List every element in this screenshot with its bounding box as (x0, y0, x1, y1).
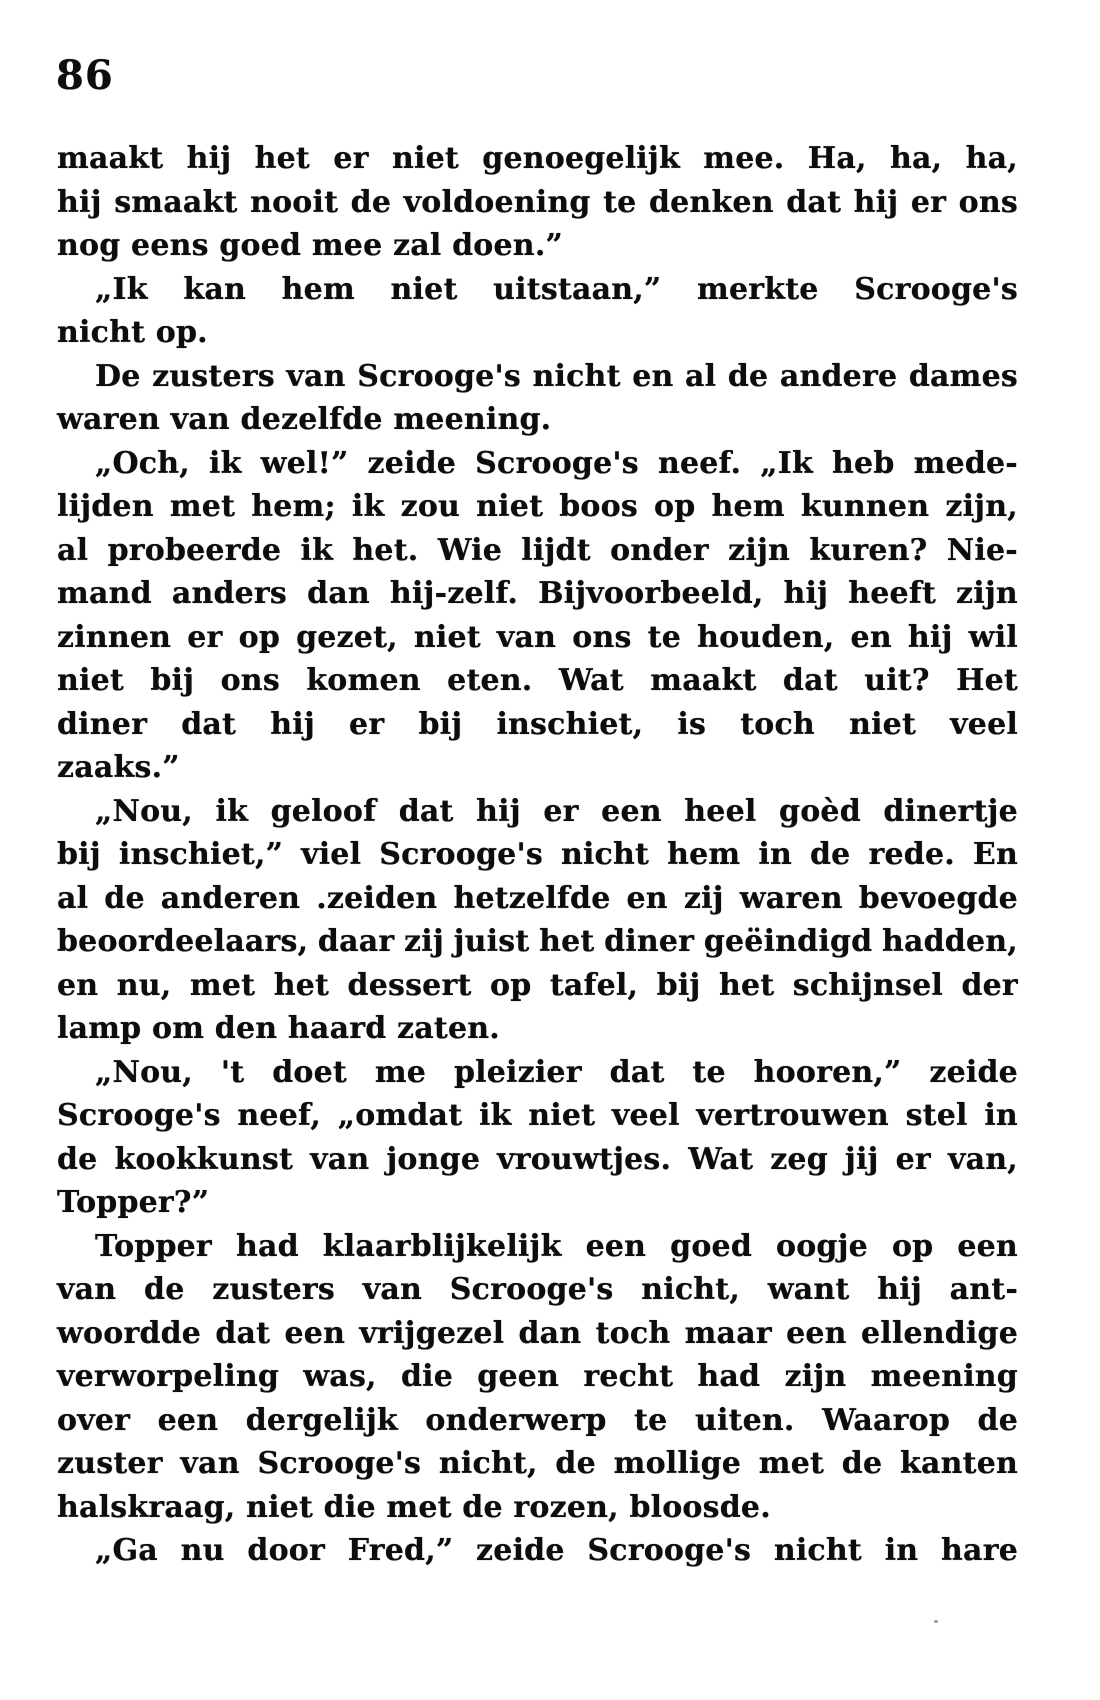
word: de (727, 358, 769, 394)
word: heb (832, 445, 895, 481)
word: bevoegde (858, 880, 1018, 916)
word: heeft (848, 576, 936, 611)
word: niet (476, 489, 544, 524)
word: niet (390, 271, 458, 307)
word: kanten (900, 1446, 1018, 1481)
word: zijn, (945, 489, 1018, 524)
text-line (57, 659, 1018, 703)
word: mollige (613, 1446, 742, 1481)
text-line (57, 920, 1018, 964)
word: ik (351, 489, 385, 524)
text-line (57, 181, 1018, 225)
word: van, (947, 1141, 1018, 1177)
text-line (57, 1399, 1018, 1443)
word: er (543, 793, 579, 829)
word: een (601, 793, 662, 829)
word: Scrooge's (357, 358, 521, 394)
word: en (626, 880, 668, 916)
word: recht (583, 1359, 674, 1394)
word: genoegelijk (482, 141, 680, 176)
word: al (57, 880, 89, 916)
word: Scrooge's (449, 1272, 614, 1307)
word: het (539, 924, 595, 959)
word: hij (476, 793, 521, 829)
text-line (57, 268, 1018, 312)
word: van (180, 1446, 240, 1481)
word: stel (905, 1098, 968, 1133)
word: niet (391, 141, 459, 176)
word: dat (215, 1315, 271, 1351)
word: de (977, 1402, 1018, 1438)
word: ons (958, 184, 1018, 220)
word: bij (150, 663, 195, 698)
word: hij (907, 619, 953, 655)
word: onder (610, 532, 709, 568)
word: van (286, 358, 346, 394)
word: en (850, 619, 892, 655)
word: door (247, 1533, 326, 1568)
word: Waarop (822, 1402, 951, 1438)
word: anders (171, 576, 288, 611)
word: een (786, 1315, 847, 1351)
word: dames (908, 358, 1018, 394)
word: niet (413, 619, 481, 655)
word: ik (478, 1098, 512, 1133)
word: hem (667, 837, 741, 872)
word: geloof (270, 793, 377, 829)
word: .zeiden (316, 880, 438, 916)
text-line (57, 1442, 1018, 1486)
word: zou (400, 489, 461, 524)
word: nicht, (438, 1446, 538, 1481)
word: ant- (949, 1272, 1018, 1307)
word: niet (57, 663, 124, 698)
word: het (273, 967, 330, 1003)
word: nicht (532, 358, 621, 394)
word: die (400, 1359, 454, 1394)
text-line (57, 355, 1018, 399)
word: hooren,” (753, 1054, 902, 1090)
word: de (104, 880, 145, 916)
word: zij (683, 880, 724, 916)
word: ik (300, 532, 334, 568)
word: viel (301, 837, 362, 872)
word: Scrooge's (57, 1098, 221, 1133)
text-line (57, 1268, 1018, 1312)
word: „Och, (95, 445, 190, 481)
word: Scrooge's (379, 837, 543, 872)
word: en (57, 967, 99, 1003)
word: zeg (770, 1141, 828, 1177)
word: zeide (367, 445, 457, 481)
word: een (284, 1315, 346, 1351)
word: Topper (95, 1228, 212, 1264)
word: onderwerp (425, 1402, 607, 1438)
word: inschiet,” (118, 837, 284, 872)
word: bij (656, 967, 701, 1003)
word: vertrouwen (696, 1098, 889, 1133)
text-line (57, 137, 1018, 181)
word: kunnen (800, 489, 930, 524)
word: nu, (116, 967, 172, 1003)
word: ha, (965, 141, 1018, 176)
word: te (647, 619, 682, 655)
word: zusters (212, 1272, 336, 1307)
word: klaarblijkelijk (322, 1228, 562, 1264)
word: een (157, 1402, 219, 1438)
word: mand (57, 576, 152, 611)
word: is (677, 706, 707, 742)
word: het (254, 141, 310, 176)
word: ellendige (860, 1315, 1018, 1351)
word: Wat (688, 1141, 754, 1177)
word: uiten. (694, 1402, 795, 1438)
text-line: halskraag, niet die met de rozen, bloosde. (57, 1489, 771, 1525)
word: de (350, 184, 392, 220)
text-line (57, 485, 1018, 529)
word: lijden (57, 489, 154, 524)
word: maar (684, 1315, 772, 1351)
word: neef, (237, 1098, 322, 1133)
word: van (362, 1272, 423, 1307)
word: met (169, 489, 236, 524)
word: met (758, 1446, 825, 1481)
word: van (496, 619, 557, 655)
word: Scrooge's (854, 271, 1018, 307)
word: inschiet, (496, 706, 644, 742)
word: want (767, 1272, 850, 1307)
word: merkte (697, 271, 819, 307)
word: het. (352, 532, 419, 568)
word: boos (559, 489, 638, 524)
word: zeide (476, 1533, 565, 1568)
word: „omdat (337, 1098, 463, 1133)
word: heel (684, 793, 757, 829)
word: daar (317, 924, 395, 959)
word: te (634, 1402, 668, 1438)
word: de (810, 837, 851, 872)
word: op (489, 967, 532, 1003)
word: de (144, 1272, 185, 1307)
word: hem (711, 489, 785, 524)
word: hij (186, 141, 232, 176)
word: „Ik (95, 271, 148, 307)
word: hij (877, 1272, 922, 1307)
page-number: 86 (56, 52, 114, 99)
text-line (57, 572, 1018, 616)
word: jij (844, 1141, 879, 1177)
word: kan (183, 271, 246, 307)
word: goèd (779, 793, 861, 829)
word: dessert (347, 967, 472, 1003)
word: hij (270, 706, 315, 742)
word: uitstaan,” (493, 271, 662, 307)
text-line (57, 442, 1018, 486)
word: nicht, (641, 1272, 741, 1307)
word: nooit (250, 184, 339, 220)
word: diner (604, 924, 695, 959)
word: geen (477, 1359, 560, 1394)
word: nicht (560, 837, 650, 872)
word: hadden, (881, 924, 1018, 959)
word: hem (281, 271, 355, 307)
word: de (841, 1446, 883, 1481)
word: goed (670, 1228, 753, 1264)
word: Nie- (946, 532, 1018, 568)
word: wel!” (260, 445, 349, 481)
word: rede. (868, 837, 955, 872)
word: kuren? (809, 532, 928, 568)
word: zusters (152, 358, 275, 394)
text-block (57, 137, 1018, 1573)
word: vrouwtjes. (497, 1141, 672, 1177)
word: gezet, (296, 619, 398, 655)
word: hij (853, 184, 899, 220)
word: meening (870, 1359, 1018, 1394)
word: hij (783, 576, 829, 611)
word: ons (572, 619, 632, 655)
text-line (57, 1225, 1018, 1269)
word: te (603, 184, 637, 220)
word: veel (611, 1098, 680, 1133)
word: op (238, 619, 280, 655)
text-line (57, 1094, 1018, 1138)
word: ons (220, 663, 280, 698)
word: op (654, 489, 696, 524)
word: doet (272, 1054, 347, 1090)
word: al (685, 358, 717, 394)
word: beoordeelaars, (57, 924, 309, 959)
word: dat (782, 663, 838, 698)
word: dergelijk (245, 1402, 398, 1438)
word: hij-zelf. (389, 576, 519, 611)
word: schijnsel (792, 967, 943, 1003)
word: zinnen (57, 619, 172, 655)
word: dat (181, 706, 237, 742)
word: al (57, 532, 89, 568)
word: er (349, 706, 385, 742)
word: 't (220, 1054, 245, 1090)
word: niet (528, 1098, 596, 1133)
scan-speckle (934, 1620, 938, 1623)
text-line (57, 833, 1018, 877)
text-line: zaaks.” (57, 750, 180, 785)
word: op (891, 1228, 934, 1264)
word: uit? (864, 663, 930, 698)
word: van (310, 1141, 370, 1177)
word: toch (740, 706, 815, 742)
word: in (884, 1533, 919, 1568)
word: er (895, 1141, 931, 1177)
word: maakt (57, 141, 164, 176)
word: in (758, 837, 792, 872)
word: houden, (697, 619, 835, 655)
word: dat (398, 793, 454, 829)
word: „Nou, (95, 1054, 193, 1090)
word: bij (57, 837, 101, 872)
word: ha, (889, 141, 943, 176)
word: zuster (57, 1446, 163, 1481)
text-line: nog eens goed mee zal doen.” (57, 228, 563, 263)
word: anderen (160, 880, 301, 916)
word: mee. (703, 141, 785, 176)
word: Fred,” (347, 1533, 454, 1568)
word: hare (941, 1533, 1018, 1568)
word: mede- (913, 445, 1018, 481)
word: lijdt (521, 532, 591, 568)
word: van (57, 1272, 117, 1307)
word: had (235, 1228, 299, 1264)
word: over (57, 1402, 131, 1438)
word: jonge (386, 1141, 481, 1177)
word: Wat (558, 663, 624, 698)
word: „Ik (760, 445, 813, 481)
word: dat (786, 184, 842, 220)
word: der (961, 967, 1018, 1003)
text-line (57, 1355, 1018, 1399)
text-line: waren van dezelfde meening. (57, 402, 552, 437)
word: bij (418, 706, 463, 742)
word: en (632, 358, 674, 394)
word: hij (57, 184, 102, 220)
word: dat (609, 1054, 665, 1090)
word: was, (303, 1359, 377, 1394)
word: had (697, 1359, 761, 1394)
word: denken (648, 184, 774, 220)
word: ik (215, 793, 249, 829)
word: de (555, 1446, 596, 1481)
text-line: nicht op. (57, 315, 208, 350)
text-line (57, 790, 1018, 834)
word: probeerde (107, 532, 282, 568)
word: komen (306, 663, 421, 698)
word: „Nou, (95, 793, 193, 829)
word: woordde (57, 1315, 202, 1351)
text-line (57, 1312, 1018, 1356)
word: hetzelfde (453, 880, 611, 916)
word: „Ga (95, 1533, 158, 1568)
word: voldoening (403, 184, 591, 220)
word: Bijvoorbeeld, (538, 576, 764, 611)
word: vrijgezel (359, 1315, 505, 1351)
word: te (692, 1054, 726, 1090)
word: Scrooge's (475, 445, 639, 481)
word: nu (180, 1533, 225, 1568)
word: dan (518, 1315, 582, 1351)
word: andere (779, 358, 898, 394)
word: een (957, 1228, 1018, 1264)
word: Wie (437, 532, 502, 568)
word: geëindigd (703, 924, 873, 959)
text-line (57, 964, 1018, 1008)
word: Ha, (807, 141, 867, 176)
word: ik (209, 445, 242, 481)
word: neef. (657, 445, 742, 481)
word: het (718, 967, 775, 1003)
word: Scrooge's (587, 1533, 752, 1568)
word: er (333, 141, 369, 176)
word: nicht (773, 1533, 862, 1568)
word: zeide (929, 1054, 1018, 1090)
text-line (57, 1051, 1018, 1095)
text-line: lamp om den haard zaten. (57, 1011, 500, 1046)
word: zijn (784, 1359, 847, 1394)
word: eten. (447, 663, 533, 698)
text-line (57, 877, 1018, 921)
word: waren (739, 880, 843, 916)
word: oogje (776, 1228, 868, 1264)
word: Scrooge's (257, 1446, 422, 1481)
word: zijn (956, 576, 1018, 611)
word: dinertje (883, 793, 1018, 829)
word: kookkunst (114, 1141, 294, 1177)
word: een (585, 1228, 647, 1264)
word: hem; (251, 489, 336, 524)
word: verworpeling (57, 1359, 280, 1394)
word: toch (595, 1315, 671, 1351)
word: tafel, (549, 967, 639, 1003)
word: in (984, 1098, 1018, 1133)
word: met (189, 967, 256, 1003)
word: Het (956, 663, 1018, 698)
word: niet (849, 706, 917, 742)
word: De (95, 358, 141, 394)
text-line (57, 529, 1018, 573)
word: zij (404, 924, 444, 959)
word: pleizier (453, 1054, 582, 1090)
word: diner (57, 706, 148, 742)
word: er (187, 619, 223, 655)
text-line (57, 1529, 1018, 1573)
word: veel (950, 706, 1018, 742)
word: juist (453, 924, 530, 959)
word: maakt (650, 663, 757, 698)
text-line: Topper?” (57, 1185, 210, 1220)
word: de (57, 1141, 98, 1177)
text-line (57, 616, 1018, 660)
word: me (374, 1054, 427, 1090)
word: zijn (728, 532, 791, 568)
word: er (910, 184, 947, 220)
word: dan (307, 576, 370, 611)
word: wil (968, 619, 1018, 655)
text-line (57, 703, 1018, 747)
text-line (57, 1138, 1018, 1182)
word: smaakt (114, 184, 238, 220)
word: En (972, 837, 1018, 872)
